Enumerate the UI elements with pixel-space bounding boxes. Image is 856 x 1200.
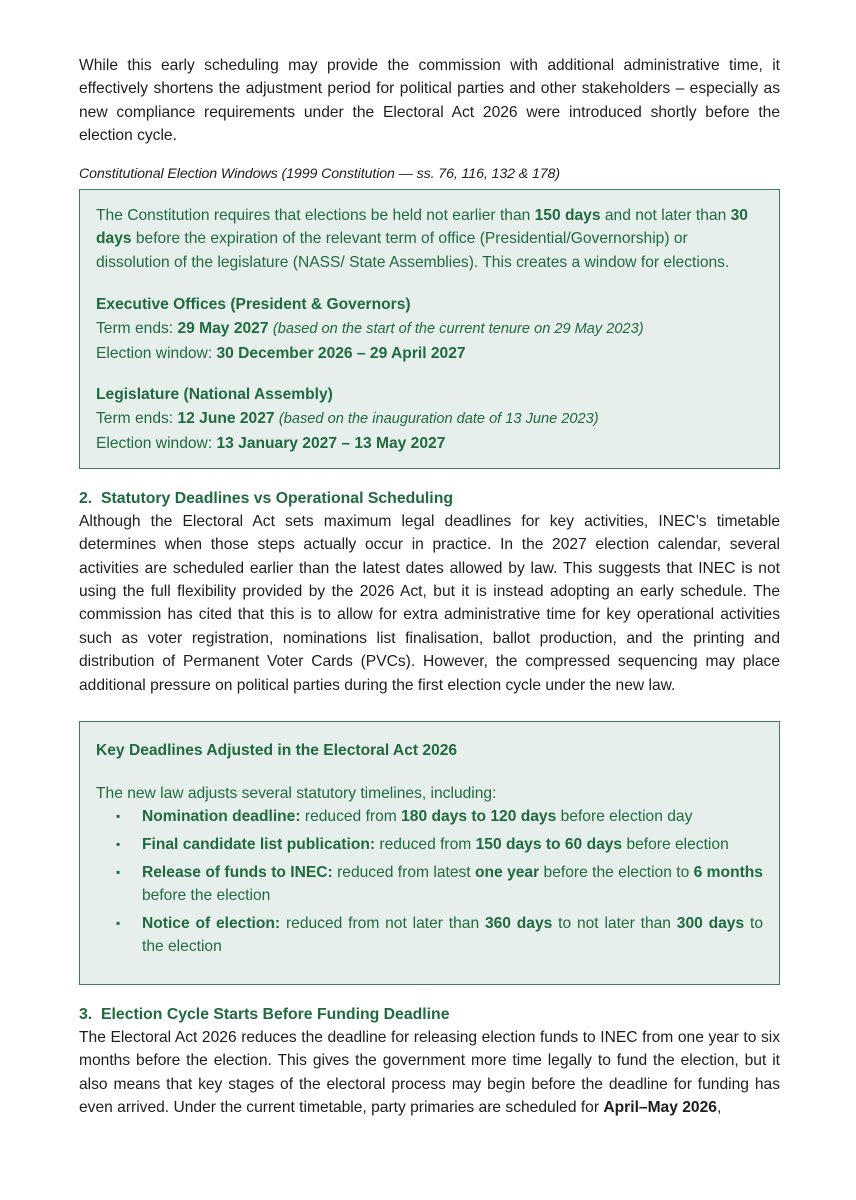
section-3-body: The Electoral Act 2026 reduces the deadline for releasing election funds to INEC from one year to six months before the election. This gives the government more time legally to fund the election, but it also means that key stages of the electoral process may begin before the deadline for funding has even arrived. Under the current timetable, party primaries are scheduled for April–May 2026, (79, 1029, 780, 1117)
executive-window-line: Election window: 30 December 2026 – 29 April 2027 (96, 344, 466, 362)
section-3-heading: 3. Election Cycle Starts Before Funding Deadline (79, 1006, 450, 1024)
intro-paragraph: While this early scheduling may provide the commission with additional administrative time, it effectively shortens the adjustment period for political parties and other stakeholders – especially as new compliance requirements under the Electoral Act 2026 were introduced shortly before the election cycle. (79, 57, 780, 145)
key-deadlines-heading: Key Deadlines Adjusted in the Electoral Act 2026 (96, 742, 458, 760)
section-2-body: Although the Electoral Act sets maximum legal deadlines for key activities, INEC’s timetable determines when those steps actually occur in practice. In the 2027 election calendar, several activities are scheduled earlier than the latest dates allowed by law. This suggests that INEC is not using the full flexibility provided by the 2026 Act, but it is instead adopting an early schedule. The commission has cited that this is to allow for extra administrative time for key operational activities such as voter registration, nominations list finalisation, ballot production, and the printing and distribution of Permanent Voter Cards (PVCs). However, the compressed sequencing may place additional pressure on political parties during the first election cycle under the new law. (79, 512, 780, 694)
deadline-list (96, 805, 763, 958)
list-item: ▪ Notice of election: reduced from not later than 360 days to not later than 300 days to the election (96, 912, 763, 958)
executive-heading: Executive Offices (President & Governors) (96, 296, 411, 314)
executive-term-line: Term ends: 29 May 2027 (based on the start of the current tenure on 29 May 2023) (96, 319, 644, 337)
bullet-icon: ▪ (116, 809, 121, 824)
key-deadlines-box (79, 721, 780, 985)
list-item: ▪ Final candidate list publication: reduced from 150 days to 60 days before election (96, 833, 763, 856)
section-2-heading: 2. Statutory Deadlines vs Operational Scheduling (79, 489, 453, 507)
legislature-window-line: Election window: 13 January 2027 – 13 May 2027 (96, 435, 446, 452)
box-caption: Constitutional Election Windows (1999 Constitution — ss. 76, 116, 132 & 178) (79, 165, 560, 182)
bullet-icon: ▪ (116, 837, 121, 852)
bullet-icon: ▪ (116, 865, 121, 880)
list-item: ▪ Nomination deadline: reduced from 180 days to 120 days before election day (96, 805, 763, 828)
box1-paragraph: The Constitution requires that elections be held not earlier than 150 days and not later than 30 days before the expiration of the relevant term of office (Presidential/Governorship) or dissolution of the legislature (NASS/ State Assemblies). This creates a window for elections. (96, 206, 748, 272)
bullet-icon: ▪ (116, 916, 121, 931)
key-deadlines-intro: The new law adjusts several statutory timelines, including: (96, 785, 497, 803)
constitutional-windows-box (79, 189, 780, 469)
list-item: ▪ Release of funds to INEC: reduced from latest one year before the election to 6 months before the election (96, 861, 763, 907)
legislature-term-line: Term ends: 12 June 2027 (based on the inauguration date of 13 June 2023) (96, 410, 599, 428)
legislature-heading: Legislature (National Assembly) (96, 386, 333, 404)
